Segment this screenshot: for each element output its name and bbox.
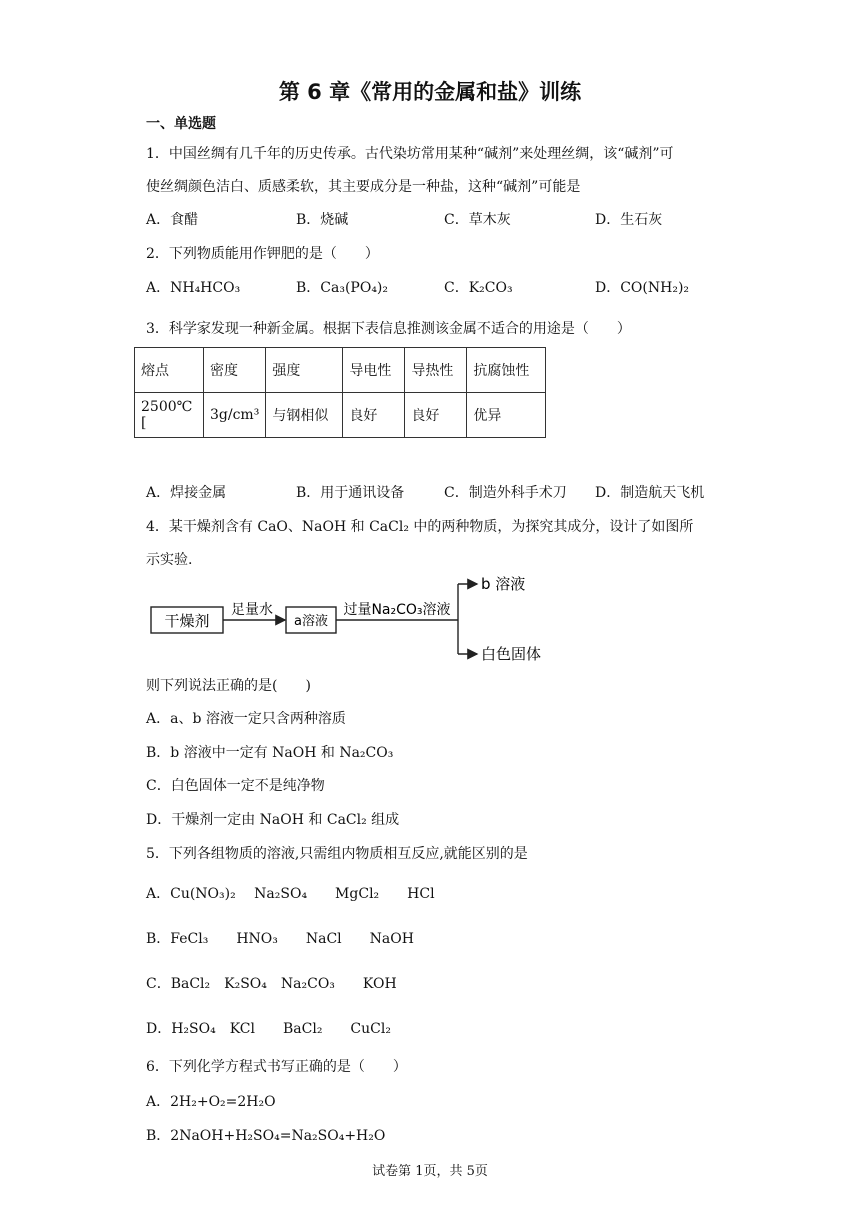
table-header-cell: 抗腐蚀性: [467, 348, 546, 393]
table-header-cell: 密度: [204, 348, 266, 393]
section-heading: 一、单选题: [146, 116, 216, 132]
q1-stem-line2: 使丝绸颜色洁白、质感柔软，其主要成分是一种盐，这种“碱剂”可能是: [146, 179, 581, 195]
table-header-cell: 熔点: [135, 348, 204, 393]
q5-option-c: C．BaCl₂ K₂SO₄ Na₂CO₃ KOH: [146, 976, 397, 992]
q2-option-d: D．CO(NH₂)₂: [595, 280, 690, 296]
q5-stem: 5．下列各组物质的溶液,只需组内物质相互反应,就能区别的是: [146, 846, 528, 862]
solution-a-label: a溶液: [294, 614, 328, 629]
table-header-cell: 强度: [266, 348, 343, 393]
q3-option-c: C．制造外科手术刀: [444, 485, 567, 501]
q1-stem-line1: 1．中国丝绸有几千年的历史传承。古代染坊常用某种“碱剂”来处理丝绸，该“碱剂”可: [146, 146, 674, 162]
experiment-flow-diagram: [140, 568, 560, 668]
q1-option-d: D．生石灰: [595, 212, 663, 228]
q2-stem: 2．下列物质能用作钾肥的是（ ）: [146, 246, 379, 262]
output-solid-label: 白色固体: [481, 645, 542, 663]
q1-option-a: A．食醋: [146, 212, 199, 228]
metal-properties-table: [134, 347, 546, 438]
q4-option-d: D．干燥剂一定由 NaOH 和 CaCl₂ 组成: [146, 812, 400, 828]
q3-option-d: D．制造航天飞机: [595, 485, 705, 501]
q6-option-a: A．2H₂+O₂=2H₂O: [146, 1094, 276, 1110]
table-cell: 与钢相似: [266, 393, 343, 438]
q2-option-b: B．Ca₃(PO₄)₂: [296, 280, 389, 296]
page-title: 第 6 章《常用的金属和盐》训练: [278, 80, 582, 104]
q2-option-c: C．K₂CO₃: [444, 280, 513, 296]
q3-stem: 3．科学家发现一种新金属。根据下表信息推测该金属不适合的用途是（ ）: [146, 321, 631, 337]
page-footer: 试卷第 1页，共 5页: [372, 1164, 488, 1179]
q1-option-c: C．草木灰: [444, 212, 511, 228]
arrow-label-water: 足量水: [231, 602, 273, 618]
q3-option-a: A．焊接金属: [146, 485, 227, 501]
q4-option-c: C．白色固体一定不是纯净物: [146, 778, 325, 794]
q5-option-d: D．H₂SO₄ KCl BaCl₂ CuCl₂: [146, 1021, 391, 1037]
table-cell: 2500℃[: [135, 393, 204, 438]
table-cell: 良好: [405, 393, 467, 438]
output-b-label: b 溶液: [481, 575, 526, 593]
q1-option-b: B．烧碱: [296, 212, 349, 228]
table-header-row: [135, 348, 546, 393]
q2-option-a: A．NH₄HCO₃: [146, 280, 241, 296]
table-row: [135, 393, 546, 438]
q4-stem-line2: 示实验.: [146, 552, 193, 568]
table-header-cell: 导热性: [405, 348, 467, 393]
q4-prompt: 则下列说法正确的是( ): [146, 678, 311, 694]
q6-option-b: B．2NaOH+H₂SO₄=Na₂SO₄+H₂O: [146, 1128, 386, 1144]
table-header-cell: 导电性: [343, 348, 405, 393]
q4-option-a: A．a、b 溶液一定只含两种溶质: [146, 711, 346, 727]
q6-stem: 6．下列化学方程式书写正确的是（ ）: [146, 1059, 407, 1075]
q5-option-b: B．FeCl₃ HNO₃ NaCl NaOH: [146, 931, 414, 947]
arrow-label-reagent: 过量Na₂CO₃溶液: [343, 602, 451, 618]
table-cell: 优异: [467, 393, 546, 438]
q5-option-a: A．Cu(NO₃)₂ Na₂SO₄ MgCl₂ HCl: [146, 886, 435, 902]
desiccant-label: 干燥剂: [164, 612, 210, 630]
q4-option-b: B．b 溶液中一定有 NaOH 和 Na₂CO₃: [146, 745, 394, 761]
table-cell: 3g/cm³: [204, 393, 266, 438]
table-cell: 良好: [343, 393, 405, 438]
q3-option-b: B．用于通讯设备: [296, 485, 405, 501]
q4-stem-line1: 4．某干燥剂含有 CaO、NaOH 和 CaCl₂ 中的两种物质，为探究其成分，设计了如图所: [146, 519, 694, 535]
